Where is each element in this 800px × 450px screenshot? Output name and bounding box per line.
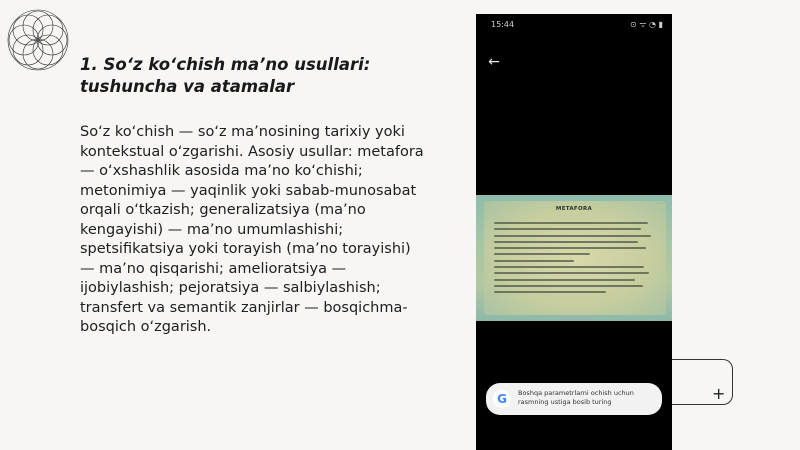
decorative-circle-pattern: [2, 4, 74, 76]
slide-title: 1. So‘z ko‘chish ma’no usullari: tushuncha va atamalar: [80, 55, 371, 96]
lens-hint-text: Boshqa parametrlarni ochish uchun rasmning ustiga bosib turing: [518, 389, 634, 406]
google-lens-icon: G: [493, 390, 511, 408]
slide-body-text: So‘z ko‘chish — so‘z ma’nosining tarixiy yoki kontekstual o‘zgarishi. Asosiy usullar: metafora — o‘xshashlik asosida ma’no ko‘chishi; metonimiya — yaqinlik yoki sabab-munosabat orqali o‘tkazish; generalizatsiya (ma’no kengayishi) — ma’no umumlashishi; spetsifikatsiya yoki torayish (ma’no torayishi) — ma’no qisqarishi; amelioratsiya — ijobiylashish; pejoratsiya — salbiylashish; transfert va semantik zanjirlar — bosqichma-bosqich o‘zgarish.: [80, 124, 424, 335]
arrow-left-icon[interactable]: ←: [488, 54, 500, 70]
lens-hint-chip[interactable]: [486, 383, 662, 415]
phone-screenshot: [476, 14, 672, 450]
plus-icon: +: [712, 384, 726, 403]
document-photo[interactable]: [476, 195, 672, 321]
photo-text-lines: [494, 222, 654, 298]
status-bar: [476, 14, 672, 34]
photo-heading: METAFORA: [555, 206, 593, 212]
status-time: 15:44: [491, 20, 515, 29]
status-icons: ⊙ ᯤ ◔ ▮: [629, 20, 663, 29]
